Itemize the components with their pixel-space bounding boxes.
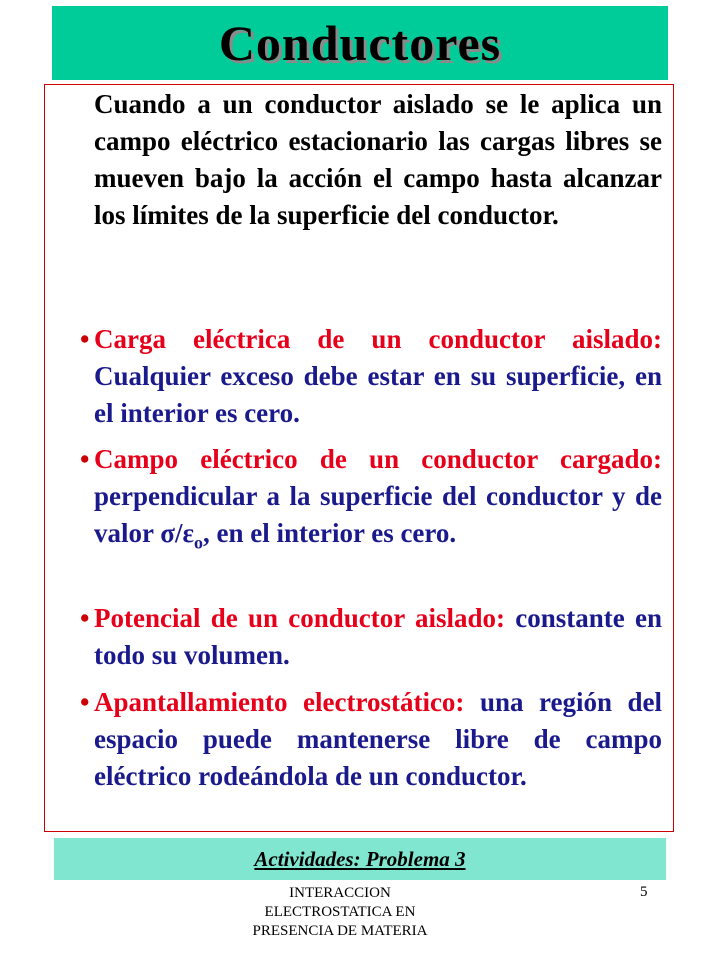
bullet-potential <box>60 600 662 674</box>
bullet-body: una región del espacio puede mantenerse libre de campo eléctrico rodeándola de un conductor. <box>94 687 663 791</box>
footer-course-title: INTERACCION ELECTROSTATICA EN PRESENCIA DE MATERIA <box>252 885 428 939</box>
activity-link[interactable]: Actividades: Problema 3 <box>254 846 466 871</box>
page-number: 5 <box>640 884 648 900</box>
bullet-text <box>94 321 662 432</box>
bullet-marker: • <box>80 324 90 354</box>
epsilon-symbol: ε <box>182 518 194 548</box>
activity-link-bar[interactable] <box>54 838 666 880</box>
bullet-text <box>94 600 662 674</box>
bullet-body <box>94 481 662 553</box>
intro-paragraph: Cuando a un conductor aislado se le aplica un campo eléctrico estacionario las cargas libres se mueven bajo la acción el campo hasta alcanzar los límites de la superficie del conductor. <box>94 89 662 230</box>
bullet-body-post: , en el interior es cero. <box>203 518 457 548</box>
bullet-charge <box>60 321 662 432</box>
epsilon-subscript: o <box>194 532 203 553</box>
bullet-shielding <box>60 684 662 795</box>
bullet-body-pre: perpendicular a la superficie del conductor y de valor <box>94 481 662 548</box>
slash-symbol: / <box>174 518 183 548</box>
bullet-body: Cualquier exceso debe estar en su superficie, en el interior es cero. <box>94 361 662 428</box>
bullet-heading: Apantallamiento electrostático: <box>94 687 465 717</box>
bullet-marker: • <box>80 687 90 717</box>
sigma-symbol: σ <box>160 518 175 548</box>
bullet-field <box>60 441 662 561</box>
bullet-text <box>94 441 662 561</box>
bullet-heading: Campo eléctrico de un conductor cargado: <box>94 444 662 474</box>
bullet-body: constante en todo su volumen. <box>94 603 663 670</box>
bullet-heading: Carga eléctrica de un conductor aislado: <box>94 324 662 354</box>
slide-title: Conductores <box>218 15 502 71</box>
bullet-heading: Potencial de un conductor aislado: <box>94 603 506 633</box>
bullet-text <box>94 684 662 795</box>
bullet-marker: • <box>80 603 90 633</box>
title-bar <box>52 6 668 80</box>
bullet-marker: • <box>80 444 90 474</box>
